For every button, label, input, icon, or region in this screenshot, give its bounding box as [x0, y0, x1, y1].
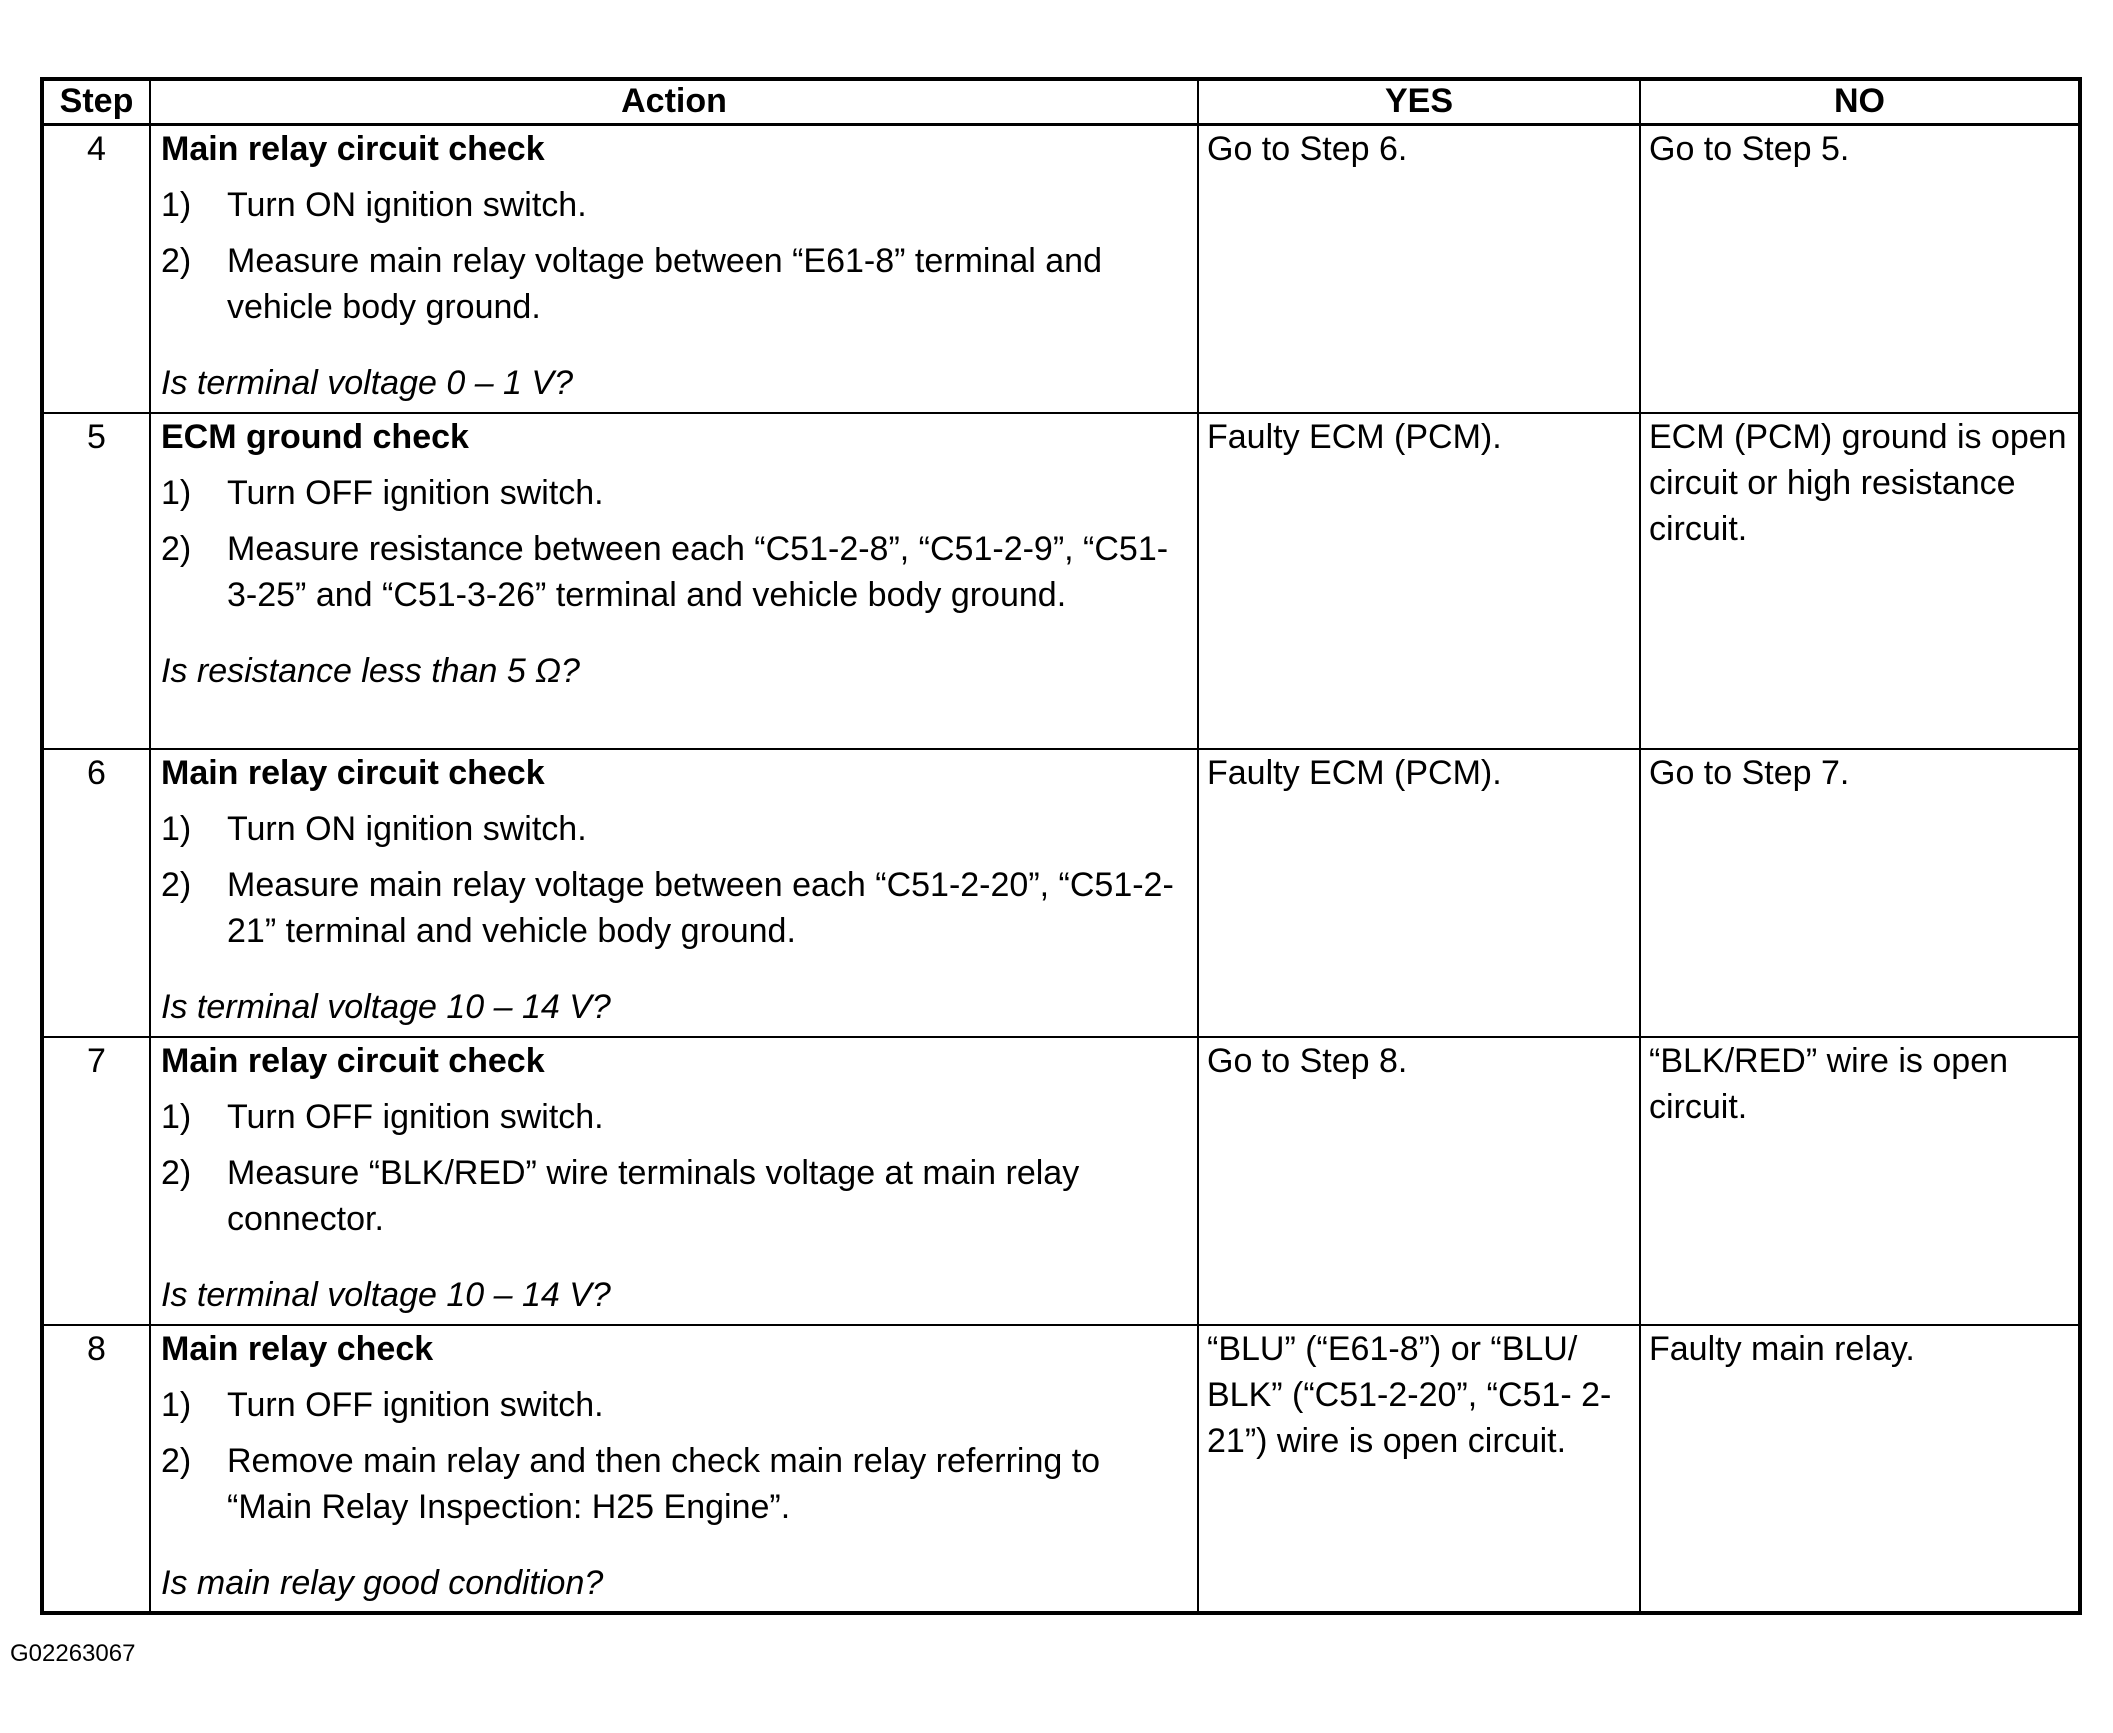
action-list	[161, 806, 1187, 954]
step-number: 4	[42, 125, 150, 413]
action-item-text: Remove main relay and then check main relay referring to “Main Relay Inspection: H25 Engine”.	[227, 1441, 1101, 1526]
action-item-number: 2)	[161, 1441, 192, 1480]
diagnostic-table	[40, 77, 2082, 1615]
table-row	[42, 1037, 2080, 1325]
action-question: Is terminal voltage 0 – 1 V?	[161, 364, 574, 402]
action-item-number: 1)	[161, 809, 192, 848]
action-item	[161, 238, 1187, 330]
no-cell: Go to Step 7.	[1640, 749, 2080, 1037]
action-item	[161, 1094, 1187, 1140]
action-item	[161, 806, 1187, 852]
action-item-text: Measure resistance between each “C51-2-8”, “C51-2-9”, “C51-3-25” and “C51-3-26” terminal and vehicle body ground.	[227, 529, 1169, 614]
header-action: Action	[150, 79, 1198, 125]
step-number: 6	[42, 749, 150, 1037]
action-item-text: Turn ON ignition switch.	[227, 809, 587, 848]
yes-cell: “BLU” (“E61-8”) or “BLU/ BLK” (“C51-2-20”, “C51- 2-21”) wire is open circuit.	[1198, 1325, 1640, 1613]
step-number: 5	[42, 413, 150, 749]
action-cell	[150, 413, 1198, 749]
action-item-number: 1)	[161, 186, 192, 224]
action-item	[161, 1438, 1187, 1530]
action-item	[161, 1150, 1187, 1242]
action-item-text: Measure main relay voltage between “E61-8” terminal and vehicle body ground.	[227, 242, 1103, 326]
figure-id: G02263067	[10, 1640, 136, 1667]
action-question: Is main relay good condition?	[161, 1563, 604, 1602]
step-number: 8	[42, 1325, 150, 1613]
action-title: Main relay circuit check	[161, 753, 545, 792]
header-no: NO	[1640, 79, 2080, 125]
action-item-number: 1)	[161, 473, 192, 512]
action-item-text: Turn OFF ignition switch.	[227, 1385, 604, 1424]
table-header-row	[42, 79, 2080, 125]
action-question: Is terminal voltage 10 – 14 V?	[161, 987, 611, 1026]
action-item	[161, 470, 1187, 516]
action-item	[161, 182, 1187, 228]
action-item-text: Turn ON ignition switch.	[227, 186, 587, 224]
yes-cell: Faulty ECM (PCM).	[1198, 413, 1640, 749]
no-cell: ECM (PCM) ground is open circuit or high resistance circuit.	[1640, 413, 2080, 749]
header-step: Step	[42, 79, 150, 125]
yes-cell: Go to Step 6.	[1198, 125, 1640, 413]
action-item-number: 2)	[161, 1153, 192, 1192]
action-question: Is terminal voltage 10 – 14 V?	[161, 1275, 611, 1314]
yes-cell: Go to Step 8.	[1198, 1037, 1640, 1325]
action-title: Main relay circuit check	[161, 130, 545, 168]
action-item	[161, 1382, 1187, 1428]
no-cell: “BLK/RED” wire is open circuit.	[1640, 1037, 2080, 1325]
action-list	[161, 470, 1187, 618]
action-item-number: 1)	[161, 1385, 192, 1424]
action-cell	[150, 125, 1198, 413]
action-cell	[150, 749, 1198, 1037]
action-cell	[150, 1037, 1198, 1325]
action-item-number: 2)	[161, 242, 192, 280]
step-number: 7	[42, 1037, 150, 1325]
action-list	[161, 1094, 1187, 1242]
action-item	[161, 862, 1187, 954]
table-row	[42, 1325, 2080, 1613]
diagnostic-table-container	[40, 77, 2078, 1615]
action-question: Is resistance less than 5 Ω?	[161, 651, 580, 690]
action-item-text: Turn OFF ignition switch.	[227, 473, 604, 512]
no-cell: Faulty main relay.	[1640, 1325, 2080, 1613]
action-list	[161, 182, 1187, 330]
table-row	[42, 125, 2080, 413]
table-row	[42, 749, 2080, 1037]
no-cell: Go to Step 5.	[1640, 125, 2080, 413]
action-title: Main relay circuit check	[161, 1041, 545, 1080]
action-item-number: 2)	[161, 865, 192, 904]
action-item-text: Turn OFF ignition switch.	[227, 1097, 604, 1136]
action-item-number: 1)	[161, 1097, 192, 1136]
yes-cell: Faulty ECM (PCM).	[1198, 749, 1640, 1037]
action-title: Main relay check	[161, 1329, 434, 1368]
action-item	[161, 526, 1187, 618]
action-title: ECM ground check	[161, 417, 469, 456]
action-item-text: Measure main relay voltage between each “C51-2-20”, “C51-2-21” terminal and vehicle body ground.	[227, 865, 1174, 950]
header-yes: YES	[1198, 79, 1640, 125]
action-cell	[150, 1325, 1198, 1613]
action-item-number: 2)	[161, 529, 192, 568]
action-list	[161, 1382, 1187, 1530]
action-item-text: Measure “BLK/RED” wire terminals voltage at main relay connector.	[227, 1153, 1080, 1238]
table-row	[42, 413, 2080, 749]
